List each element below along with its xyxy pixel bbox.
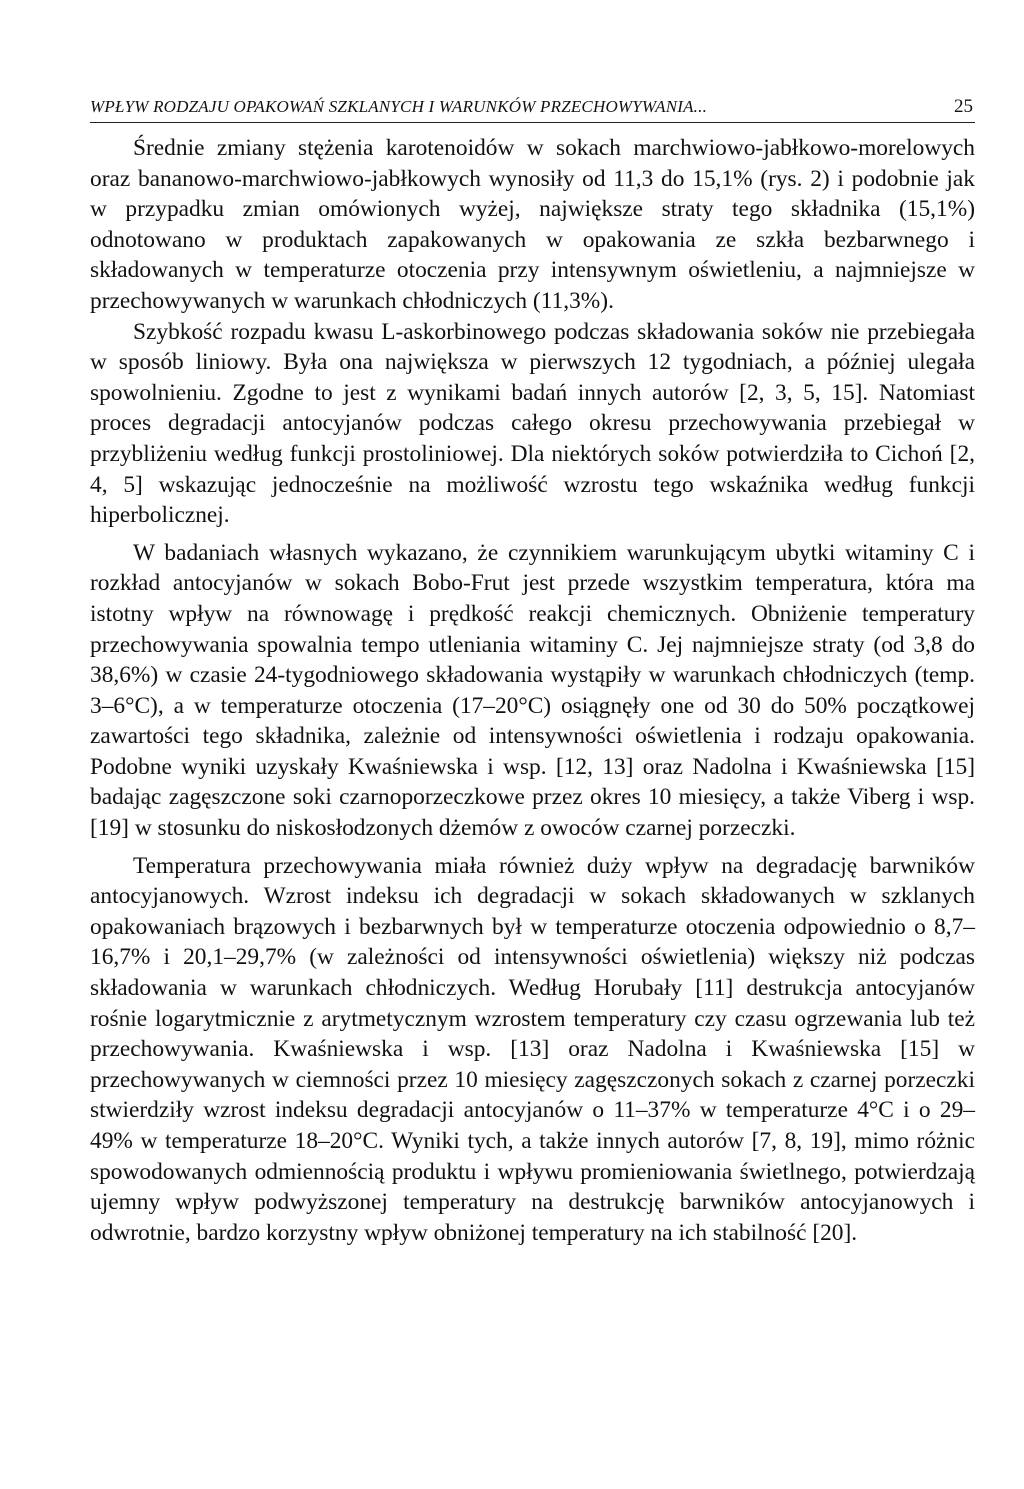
paragraph-carotenoids: Średnie zmiany stężenia karotenoidów w sokach marchwiowo-jabłkowo-morelowych oraz bananowo-marchwiowo-jabłkowych wynosiły od 11,3 do 15,1% (rys. 2) i podobnie jak w przypadku zmian omówionych wyżej, największe straty tego składnika (15,1%) odnotowano w produktach zapakowanych w opakowania ze szkła bezbarwnego i składowanych w temperaturze otoczenia przy intensywnym oświetleniu, a najmniejsze w przechowywanych w warunkach chłodniczych (11,3%). — [90, 135, 975, 314]
body-text — [90, 133, 975, 1248]
running-header-title: WPŁYW RODZAJU OPAKOWAŃ SZKLANYCH I WARUNKÓW PRZECHOWYWANIA... — [90, 97, 708, 116]
running-header — [90, 96, 975, 123]
document-page — [90, 96, 975, 1248]
paragraph-storage-temperature: Temperatura przechowywania miała również duży wpływ na degradację barwników antocyjanowych. Wzrost indeksu ich degradacji w sokach składowanych w szklanych opakowaniach brązowych i bezbarwnych był w temperaturze otoczenia odpowiednio o 8,7–16,7% i 20,1–29,7% (w zależności od intensywności oświetlenia) większy niż podczas składowania w warunkach chłodniczych. Według Horubały [11] destrukcja antocyjanów rośnie logarytmicznie z arytmetycznym wzrostem temperatury czy czasu ogrzewania lub też przechowywania. Kwaśniewska i wsp. [13] oraz Nadolna i Kwaśniewska [15] w przechowywanych w ciemności przez 10 miesięcy zagęszczonych sokach z czarnej porzeczki stwierdziły wzrost indeksu degradacji antocyjanów o 11–37% w temperaturze 4°C i o 29–49% w temperaturze 18–20°C. Wyniki tych, a także innych autorów [7, 8, 19], mimo różnic spowodowanych odmiennością produktu i wpływu promieniowania świetlnego, potwierdzają ujemny wpływ podwyższonej temperatury na destrukcję barwników antocyjanowych i odwrotnie, bardzo korzystny wpływ obniżonej temperatury na ich stabilność [20]. — [90, 852, 975, 1246]
paragraph-ascorbic-acid: Szybkość rozpadu kwasu L-askorbinowego podczas składowania soków nie przebiegała w sposób liniowy. Była ona największa w pierwszych 12 tygodniach, a później ulegała spowolnieniu. Zgodne to jest z wynikami badań innych autorów [2, 3, 5, 15]. Natomiast proces degradacji antocyjanów podczas całego okresu przechowywania przebiegał w przybliżeniu według funkcji prostoliniowej. Dla niektórych soków potwierdziła to Cichoń [2, 4, 5] wskazując jednocześnie na możliwość wzrostu tego wskaźnika według funkcji hiperbolicznej. — [90, 318, 975, 529]
page-number: 25 — [954, 96, 973, 117]
paragraph-own-research: W badaniach własnych wykazano, że czynnikiem warunkującym ubytki witaminy C i rozkład antocyjanów w sokach Bobo-Frut jest przede wszystkim temperatura, która ma istotny wpływ na równowagę i prędkość reakcji chemicznych. Obniżenie temperatury przechowywania spowalnia tempo utleniania witaminy C. Jej najmniejsze straty (od 3,8 do 38,6%) w czasie 24-tygodniowego składowania wystąpiły w warunkach chłodniczych (temp. 3–6°C), a w temperaturze otoczenia (17–20°C) osiągnęły one od 30 do 50% początkowej zawartości tego składnika, zależnie od intensywności oświetlenia i rodzaju opakowania. Podobne wyniki uzyskały Kwaśniewska i wsp. [12, 13] oraz Nadolna i Kwaśniewska [15] badając zagęszczone soki czarnoporzeczkowe przez okres 10 miesięcy, a także Viberg i wsp. [19] w stosunku do niskosłodzonych dżemów z owoców czarnej porzeczki. — [90, 539, 975, 842]
